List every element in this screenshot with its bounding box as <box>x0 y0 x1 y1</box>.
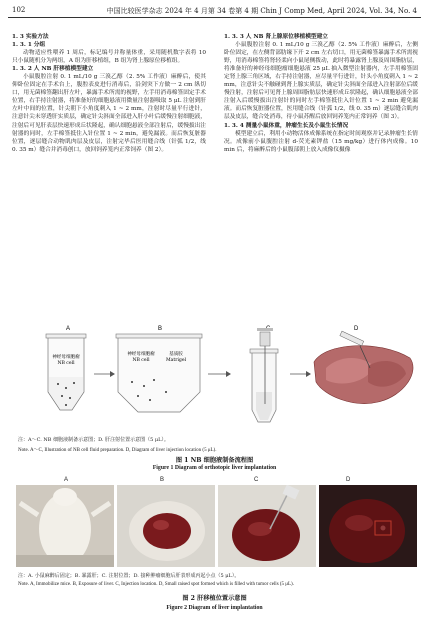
fig1-b-sublabel-2: Matrigel <box>165 358 187 363</box>
fig1-caption-cn: 图 1 NB 细胞液制备流程图 <box>175 457 254 464</box>
fig1-b-sublabel-1: NB cell <box>132 358 150 363</box>
fig1-note-en: Note. A～C, Illustration of NB cell fluid preparation. D, Diagram of liver injection location (5 μL). <box>18 448 217 453</box>
paragraph: 小鼠腹腔注射 0. 1 mL/10 g 三溴乙醇（2. 5% 工作液）麻醉后，使其仰卧位固定在手术台上，腹腔表皮进行消毒后，沿剑突下方做一 2 cm 纵切口，用无菌棉签翻出肝左叶，暴露手术所需的视野，左手用消毒棉签固定手术位置，右手持注射器，将准备好的细胞悬液用微量注射器吸取 5 μL 注射到肝左叶中间的位置，针尖朝下小角度刺入 1 ~ 2 mm，注射时尽量平行进针，注意针尖未穿透肝实质层，确定针尖斜面全部进入肝小叶后缓慢注射细胞液，注射后可见肝表层快速形成丘状隆起，确认细胞悬液全部注射后，缓慢拔出注射器的同时，左手棉签抵住入针位置 1 ~ 2 min，避免漏液。而后恢复脏器位置，逐层缝合动物肌肉层及皮层，注射完毕后医用缝合线（针弧 1/2，线 0. 35 m）缝合并消毒创口，放回饲养笼内正常饲养（图 2）。 <box>12 74 206 153</box>
fig1-tube-b-rim <box>116 334 202 338</box>
fig1-b-label-2: 基质胶 <box>169 352 183 357</box>
figure-1-illustration <box>8 322 421 434</box>
fig1-panel-label-a: A <box>66 326 71 332</box>
figure-1 <box>8 322 421 434</box>
page-number: 102 <box>12 6 26 14</box>
fig1-a-label: 神经母细胞瘤 <box>52 355 80 360</box>
fig2-note-cn: 注：A. 小鼠麻醉后固定；B. 暴露肝；C. 注射位置；D. 接种肿瘤细胞后肝表形成丙起小点（5 μL）。 <box>18 573 240 579</box>
fig1-panel-label-d: D <box>354 326 359 332</box>
fig2-note-en: Note. A, Immobilize mice. B, Exposure of liver. C, Injection location. D, Small raised spot formed which is filled with tumor cells (5 μL). <box>18 582 294 587</box>
fig2-panel-label-b: B <box>160 477 165 483</box>
fig1-tube-c-fluid <box>256 392 272 420</box>
fig2-photo-a-art <box>16 485 114 567</box>
section-heading: 1. 3 实验方法 <box>12 34 49 40</box>
fig2-panel-label-d: D <box>346 477 351 483</box>
left-column <box>12 33 206 154</box>
fig2-photo-d <box>319 485 417 567</box>
paragraph: 动物适应性喂养 1 周后，标记编号并称量体重，采用随机数字表将 10 只小鼠随机分为两组，A 组为肝移植组，B 组为肾上腺原位移植组。 <box>12 50 206 65</box>
fig2-caption-en: Figure 2 Diagram of liver implantation <box>166 605 263 611</box>
fig1-caption-en: Figure 1 Diagram of orthotopic liver implantation <box>152 465 277 471</box>
fig2-photo-c-art <box>218 485 316 567</box>
header-rule <box>8 17 421 18</box>
fig2-photo-d-art <box>319 485 417 567</box>
section-heading: 1. 3. 2 人 NB 肝移植模型建立 <box>12 66 94 73</box>
section-heading: 1. 3. 4 测量小鼠体重，肿瘤生长及小鼠生长情况 <box>224 122 349 129</box>
fig1-arrow-1-head <box>110 371 115 377</box>
fig1-arrow-3-head <box>306 371 311 377</box>
fig1-b-label-1: 神经母细胞瘤 <box>127 352 155 357</box>
fig2-photo-c <box>218 485 316 567</box>
fig1-a-sublabel: NB cell <box>57 361 75 366</box>
paragraph: 模型建立后，利用小动物活体成像系统在指定时间观察并记录肿瘤生长情况。成像前小鼠腹腔注射 d-荧光素钾盐（15 mg/kg）进行体内成像。10 min 后，将麻醉后的小鼠腹部朝上放入成像仪摄像 <box>224 130 418 153</box>
fig2-panel-label-a: A <box>64 477 69 483</box>
fig1-tube-a <box>46 334 86 410</box>
fig1-tube-c-rim <box>250 349 278 353</box>
fig1-panel-label-b: B <box>158 326 163 332</box>
fig1-arrow-2-head <box>226 371 231 377</box>
fig2-caption-cn: 图 2 肝移植位置示意图 <box>182 595 247 602</box>
fig1-note-cn: 注：A～C. NB 细胞液制备示意图；D. 肝注射位置示意图（5 μL）。 <box>18 437 169 443</box>
fig2-panel-label-c: C <box>254 477 259 483</box>
journal-header: 中国比较医学杂志 2024 年 4 月第 34 卷第 4 期 Chin J Comp Med, April 2024, Vol. 34, No. 4 <box>106 7 417 15</box>
fig2-photo-b-art <box>117 485 215 567</box>
section-heading: 1. 3. 1 分组 <box>12 42 46 49</box>
fig1-tube-b <box>118 336 200 412</box>
fig2-photo-a <box>16 485 114 567</box>
paragraph: 小鼠腹腔注射 0. 1 mL/10 g 三溴乙醇（2. 5% 工作液）麻醉后，左侧卧位固定，在左侧背部肋缘下开 2 cm 左右切口，用无菌棉签暴露手术所需视野，用消毒棉签将肾轻柔向小鼠尾侧拨动，此时将暴露肾上腺及周围脂肪层，将准备好的神经母细胞瘤细胞悬液 25 μL 抽入微型注射器内，左手用棉签固定肾上腺三角区域，右手持注射器，应尽量平行进针，针头小角度刺入 1 ~ 2 mm，注意针尖不触碰到肾上腺实质层，确定针尖斜面全部进入注射部位后缓慢注射，注射后可见肾上腺周围脂肪层快速形成丘状隆起，确认细胞悬液全部注射入后缓慢拔出注射针的同时左手棉签抵住入针位置 1 ~ 2 min 避免漏液。而后恢复脏器位置，医用缝合线（针弧 1/2，线 0. 35 m）逐层缝合肌肉层及皮层，缝合处消毒，待小鼠苏醒后放回饲养笼内正常饲养（图 3）。 <box>224 42 418 121</box>
fig2-photo-b <box>117 485 215 567</box>
right-column <box>224 33 418 154</box>
section-heading: 1. 3. 3 人 NB 肾上腺原位移植模型建立 <box>224 34 328 40</box>
